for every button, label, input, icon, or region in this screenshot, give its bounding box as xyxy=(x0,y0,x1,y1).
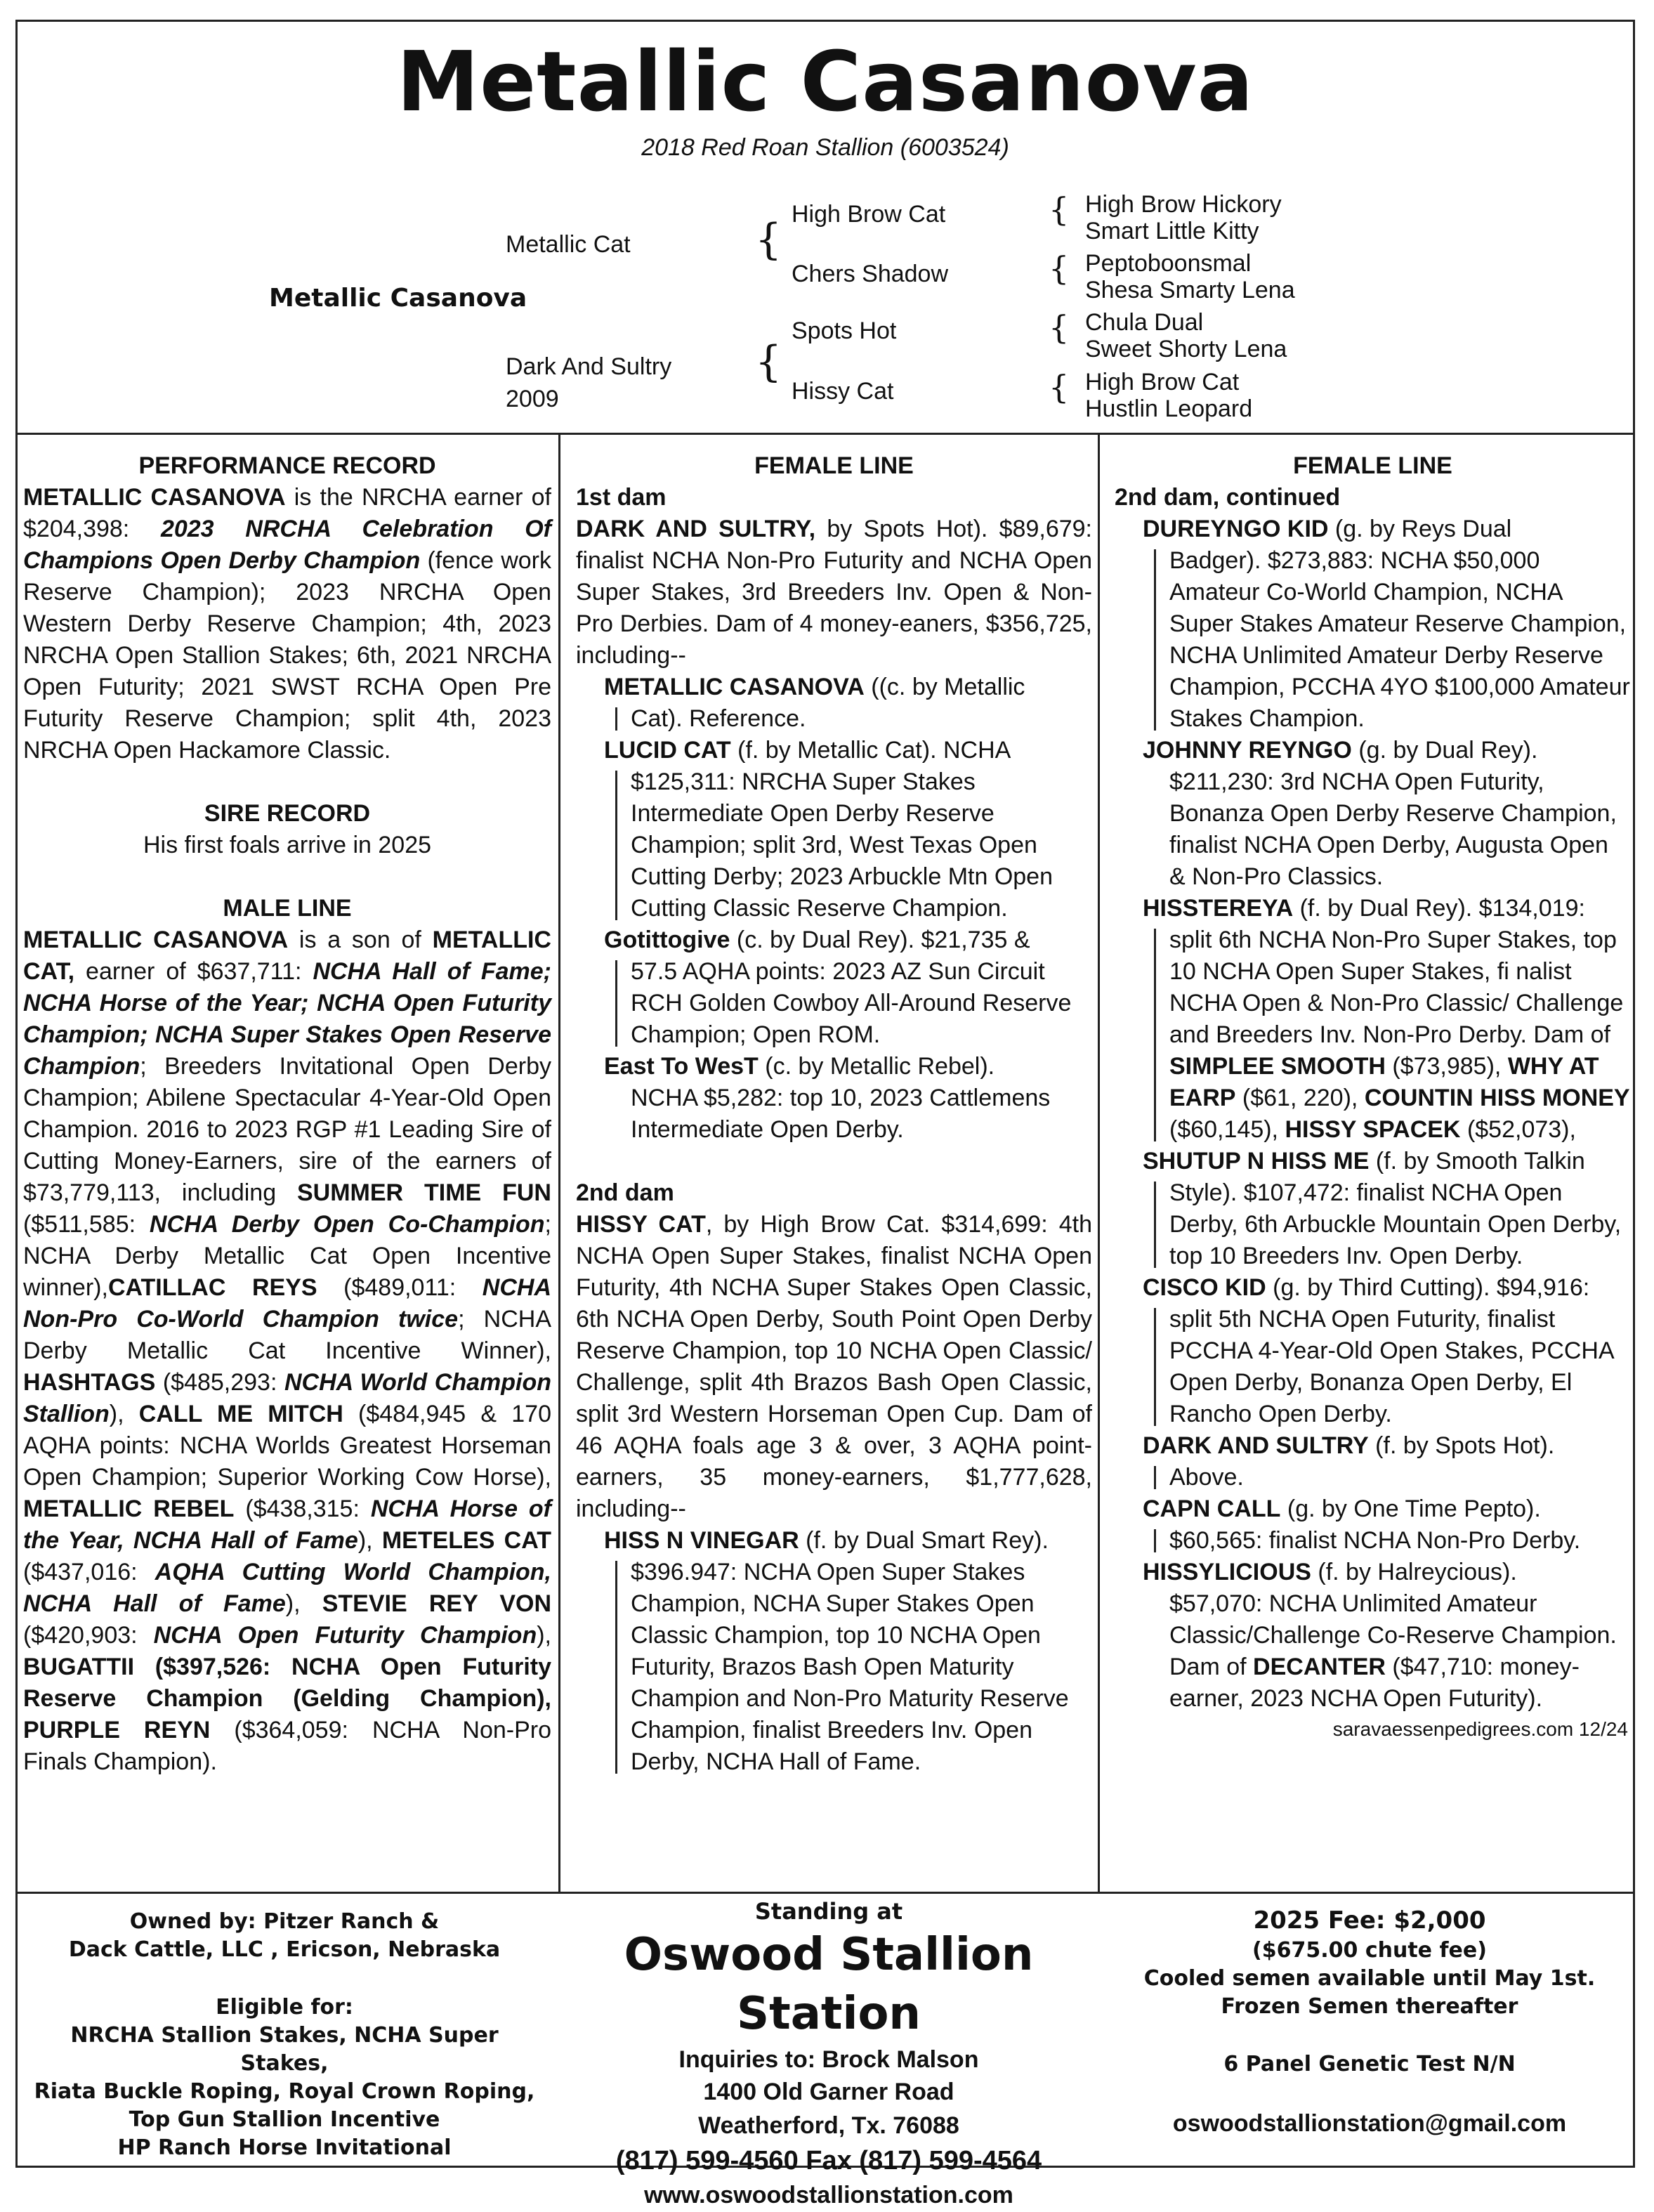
first-dam-text: DARK AND SULTRY, by Spots Hot). $89,679: finalist NCHA Non-Pro Futurity and NCHA Open Super Stakes, 3rd Breeders Inv. Open & Non-Pro Derbies. Dam of 4 money-eaners, $356,725, including-- xyxy=(576,516,1092,669)
footer xyxy=(18,1894,1633,2208)
page-title: Metallic Casanova xyxy=(396,33,1254,130)
semen-info: Cooled semen available until May 1st. xyxy=(1143,1966,1596,1991)
owner-line: Dack Cattle, LLC , Ericson, Nebraska xyxy=(68,1937,501,1962)
column-performance xyxy=(23,450,551,1778)
produce-entry: Gotittogive (c. by Dual Rey). $21,735 & xyxy=(604,927,1030,953)
produce-entry-detail: $125,311: NRCHA Super Stakes Intermediate Open Derby Reserve Champion; split 3rd, West Texas Open Cutting Derby; 2023 Arbuckle Mtn Open Cutting Classic Reserve Champion. xyxy=(576,766,1092,924)
divider xyxy=(558,433,560,1894)
produce-entry: East To WesT (c. by Metallic Rebel). xyxy=(604,1053,995,1080)
sire-record-heading: SIRE RECORD xyxy=(204,800,371,827)
produce-entry-detail: $60,565: finalist NCHA Non-Pro Derby. xyxy=(1115,1525,1631,1557)
column-female-line-1 xyxy=(576,450,1092,1778)
male-line-text: METALLIC CASANOVA is a son of METALLIC CAT, earner of $637,711: NCHA Hall of Fame; NCHA Horse of the Year; NCHA Open Futurity Champion; NCHA Super Stakes Open Reserve Champion; Breeders Invitational Open Derby Champion; Abilene Spectacular 4-Year-Old Open Champion. 2016 to 2023 RGP #1 Leading Sire of Cutting Money-Earners, sire of the earners of $73,779,113, including SUMMER TIME FUN ($511,585: NCHA Derby Open Co-Champion; NCHA Derby Metallic Cat Open Incentive winner),CATILLAC REYS ($489,011: NCHA Non-Pro Co-World Champion twice; NCHA Derby Metallic Cat Incentive Winner), HASHTAGS ($485,293: NCHA World Champion Stallion), CALL ME MITCH ($484,945 & 170 AQHA points: NCHA Worlds Greatest Horseman Open Champion; Superior Working Cow Horse), METALLIC REBEL ($438,315: NCHA Horse of the Year, NCHA Hall of Fame), METELES CAT ($437,016: AQHA Cutting World Champion, NCHA Hall of Fame), STEVIE REY VON ($420,903: NCHA Open Futurity Champion), BUGATTII ($397,526: NCHA Open Futurity Reserve Champion (Gelding Champion), PURPLE REYN ($364,059: NCHA Non-Pro Finals Champion). xyxy=(23,927,552,1775)
produce-entry-detail: $57,070: NCHA Unlimited Amateur Classic/Challenge Co-Reserve Champion. Dam of DECANTER ($47,710: money-earner, 2023 NCHA Open Futurity). xyxy=(1169,1590,1617,1712)
second-dam-continued-label: 2nd dam, continued xyxy=(1115,484,1341,511)
pedigree-gg-2: Peptoboonsmal Shesa Smarty Lena xyxy=(1085,250,1295,303)
eligible-item: Riata Buckle Roping, Royal Crown Roping, xyxy=(34,2079,535,2104)
website-link[interactable]: www.oswoodstallionstation.com xyxy=(644,2182,1013,2208)
produce-entry: CISCO KID (g. by Third Cutting). $94,916: xyxy=(1143,1274,1590,1301)
pedigree-gg-3: Chula Dual Sweet Shorty Lena xyxy=(1085,309,1287,362)
performance-text: METALLIC CASANOVA is the NRCHA earner of $204,398: 2023 NRCHA Celebration Of Champions Open Derby Champion (fence work Reserve Champion); 2023 NRCHA Open Western Derby Reserve Champion; 4th, 2023 NRCHA Open Stallion Stakes; 6th, 2021 NRCHA Open Futurity; 2021 SWST RCHA Open Pre Futurity Reserve Champion; split 4th, 2023 NRCHA Open Hackamore Classic. xyxy=(23,484,551,764)
pedigree-credit: saravaessenpedigrees.com 12/24 xyxy=(1332,1718,1628,1740)
pedigree-horse: Metallic Casanova xyxy=(269,284,527,313)
station-name: Oswood Stallion Station xyxy=(624,1929,1034,2040)
produce-entry: HISSTEREYA (f. by Dual Rey). $134,019: xyxy=(1143,895,1585,922)
pedigree-sire-dam: Chers Shadow xyxy=(792,261,949,287)
performance-heading: PERFORMANCE RECORD xyxy=(138,452,436,479)
produce-entry: LUCID CAT (f. by Metallic Cat). NCHA xyxy=(604,737,1011,764)
owner-block xyxy=(32,1908,537,2162)
produce-entry-detail: Badger). $273,883: NCHA $50,000 Amateur Co-World Champion, NCHA Super Stakes Amateur Reserve Champion, NCHA Unlimited Amateur Derby Reserve Champion, PCCHA 4YO $100,000 Amateur Stakes Champion. xyxy=(1115,545,1631,735)
address-line: 1400 Old Garner Road xyxy=(703,2079,954,2105)
produce-entry: DUREYNGO KID (g. by Reys Dual xyxy=(1143,516,1512,542)
produce-entry-detail: split 5th NCHA Open Futurity, finalist PCCHA 4-Year-Old Open Stakes, PCCHA Open Derby, Bonanza Open Derby, El Rancho Open Derby. xyxy=(1115,1304,1631,1430)
produce-entry: METALLIC CASANOVA ((c. by Metallic xyxy=(604,674,1025,700)
produce-entry-detail: Above. xyxy=(1115,1462,1631,1493)
sire-record-text: His first foals arrive in 2025 xyxy=(143,832,432,858)
divider xyxy=(1098,433,1100,1894)
produce-entry: HISS N VINEGAR (f. by Dual Smart Rey). xyxy=(604,1527,1049,1554)
second-dam-text: HISSY CAT, by High Brow Cat. $314,699: 4th NCHA Open Super Stakes, finalist NCHA Open Futurity, 4th NCHA Super Stakes Open Classic, 6th NCHA Open Derby, South Point Open Derby Reserve Champion, top 10 NCHA Open Classic/ Challenge, split 4th Brazos Bash Open Classic, split 3rd Western Horseman Open Cup. Dam of 46 AQHA foals age 3 & over, 3 AQHA point-earners, 35 money-earners, $1,777,628, including-- xyxy=(576,1211,1092,1522)
produce-entry: JOHNNY REYNGO (g. by Dual Rey). xyxy=(1143,737,1538,764)
produce-entry-detail: 57.5 AQHA points: 2023 AZ Sun Circuit RCH Golden Cowboy All-Around Reserve Champion; Open ROM. xyxy=(576,956,1092,1051)
chute-fee: ($675.00 chute fee) xyxy=(1252,1938,1487,1963)
produce-entry: SHUTUP N HISS ME (f. by Smooth Talkin xyxy=(1143,1148,1585,1174)
male-line-heading: MALE LINE xyxy=(223,895,352,922)
page-subtitle: 2018 Red Roan Stallion (6003524) xyxy=(641,134,1009,161)
second-dam-label: 2nd dam xyxy=(576,1179,674,1206)
address-line: Weatherford, Tx. 76088 xyxy=(698,2112,959,2139)
station-block xyxy=(551,1897,1106,2212)
eligible-item: HP Ranch Horse Invitational xyxy=(117,2135,452,2160)
ad-page xyxy=(15,20,1635,2208)
eligible-heading: Eligible for: xyxy=(216,1995,353,2020)
brace-icon: { xyxy=(755,215,782,264)
pedigree-gg-4: High Brow Cat Hustlin Leopard xyxy=(1085,369,1253,422)
column-female-line-2 xyxy=(1115,450,1631,1744)
pedigree-sire: Metallic Cat xyxy=(506,231,631,258)
produce-entry-detail: Style). $107,472: finalist NCHA Open Derby, 6th Arbuckle Mountain Open Derby, top 10 Breeders Inv. Open Derby. xyxy=(1115,1177,1631,1272)
semen-info: Frozen Semen thereafter xyxy=(1221,1994,1518,2019)
divider xyxy=(18,433,1633,435)
produce-entry: HISSYLICIOUS (f. by Halreycious). xyxy=(1143,1559,1517,1585)
produce-entry-detail: split 6th NCHA Non-Pro Super Stakes, top 10 NCHA Open Super Stakes, fi nalist NCHA Open & Non-Pro Classic/ Challenge and Breeders Inv. Non-Pro Derby. Dam of SIMPLEE SMOOTH ($73,985), WHY AT EARP ($61, 220), COUNTIN HISS MONEY ($60,145), HISSY SPACEK ($52,073), xyxy=(1115,924,1631,1146)
first-dam-label: 1st dam xyxy=(576,484,667,511)
eligible-item: Top Gun Stallion Incentive xyxy=(129,2107,440,2132)
brace-icon: { xyxy=(1049,249,1070,287)
pedigree-dam-sire: Spots Hot xyxy=(792,318,897,344)
pedigree-gg-1: High Brow Hickory Smart Little Kitty xyxy=(1085,191,1282,244)
pedigree-dam-year: 2009 xyxy=(506,386,559,412)
female-line-heading: FEMALE LINE xyxy=(754,452,914,479)
produce-entry-detail: Cat). Reference. xyxy=(576,703,1092,735)
pedigree-dam-dam: Hissy Cat xyxy=(792,378,894,405)
produce-entry: DARK AND SULTRY (f. by Spots Hot). xyxy=(1143,1432,1555,1459)
genetic-test: 6 Panel Genetic Test N/N xyxy=(1223,2052,1516,2076)
produce-entry-detail: $396.947: NCHA Open Super Stakes Champion, NCHA Super Stakes Open Classic Champion, top 10 NCHA Open Futurity, Brazos Bash Open Maturity Champion and Non-Pro Maturity Reserve Champion, finalist Breeders Inv. Open Derby, NCHA Hall of Fame. xyxy=(576,1557,1092,1778)
fee-block xyxy=(1113,1904,1626,2138)
produce-entry-detail: NCHA $5,282: top 10, 2023 Cattlemens Intermediate Open Derby. xyxy=(631,1085,1051,1143)
stud-fee: 2025 Fee: $2,000 xyxy=(1253,1906,1486,1935)
produce-entry-detail: $211,230: 3rd NCHA Open Futurity, Bonanza Open Derby Reserve Champion, finalist NCHA Open Derby, Augusta Open & Non-Pro Classics. xyxy=(1169,768,1617,890)
brace-icon: { xyxy=(1049,368,1070,406)
eligible-item: NRCHA Stallion Stakes, NCHA Super Stakes, xyxy=(70,2023,499,2076)
owner-line: Owned by: Pitzer Ranch & xyxy=(129,1909,440,1934)
inquiries: Inquiries to: Brock Malson xyxy=(678,2046,979,2073)
brace-icon: { xyxy=(755,337,782,386)
email-link[interactable]: oswoodstallionstation@gmail.com xyxy=(1172,2110,1567,2137)
female-line-heading: FEMALE LINE xyxy=(1293,452,1452,479)
pedigree-dam: Dark And Sultry xyxy=(506,353,672,380)
pedigree-sire-sire: High Brow Cat xyxy=(792,201,946,228)
standing-label: Standing at xyxy=(754,1898,903,1925)
brace-icon: { xyxy=(1049,308,1070,346)
phone: (817) 599-4560 Fax (817) 599-4564 xyxy=(615,2146,1042,2175)
produce-entry: CAPN CALL (g. by One Time Pepto). xyxy=(1143,1496,1541,1522)
brace-icon: { xyxy=(1049,190,1070,228)
